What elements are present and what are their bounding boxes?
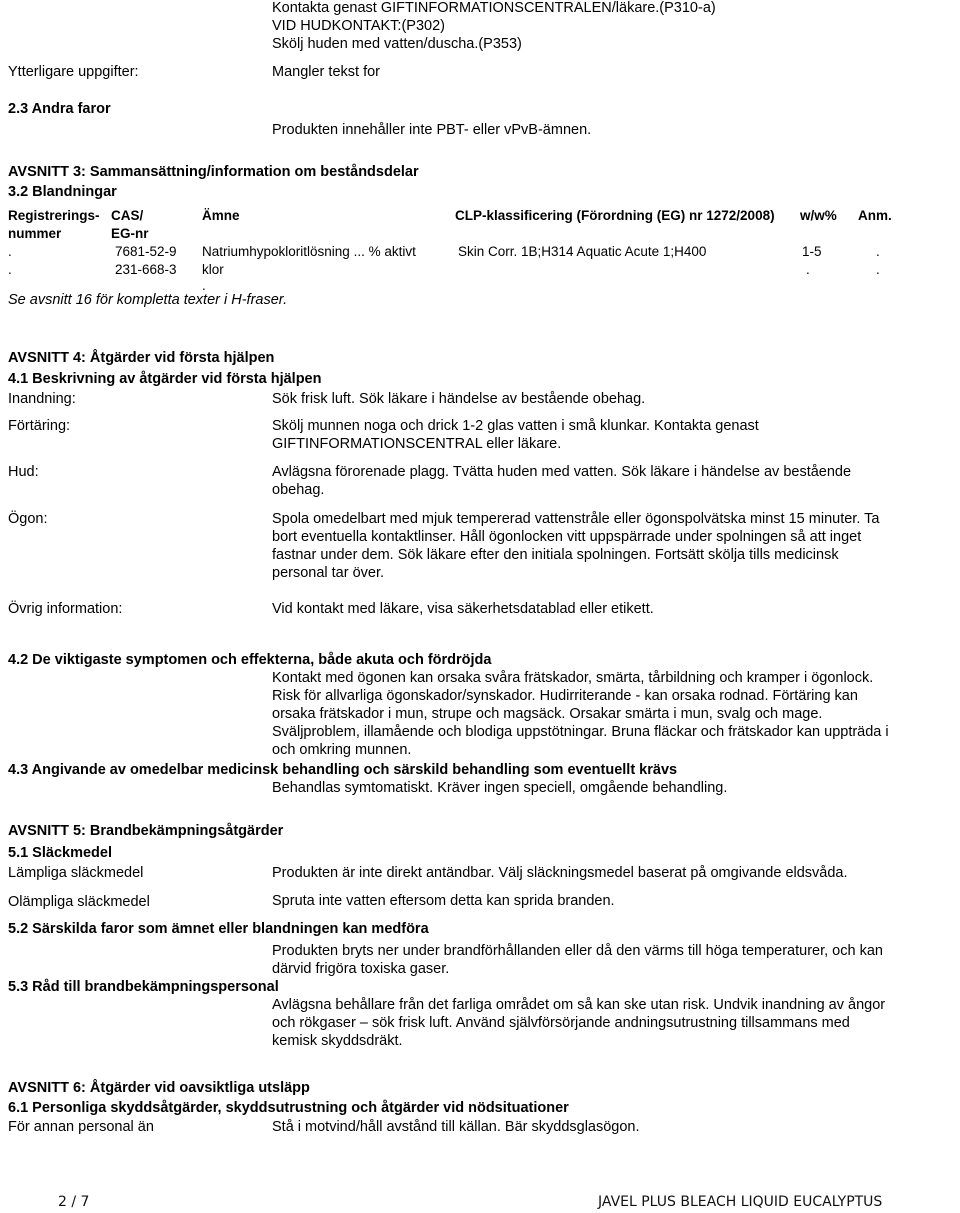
symptoms-text-4: Sväljproblem, illamående och blodiga uppstötningar. Bruna fläckar och frätskador kan uppträda i bbox=[272, 724, 889, 740]
unsuitable-media-label: Olämpliga släckmedel bbox=[8, 894, 150, 910]
section-4-3-heading: 4.3 Angivande av omedelbar medicinsk behandling och särskild behandling som eventuellt krävs bbox=[8, 762, 678, 778]
col-anm: Anm. bbox=[858, 208, 892, 223]
symptoms-text-2: Risk för allvarliga ögonskador/synskador. Hudirriterande - kan orsaka rodnad. Förtäring kan bbox=[272, 688, 858, 704]
treatment-text: Behandlas symtomatiskt. Kräver ingen speciell, omgående behandling. bbox=[272, 780, 728, 796]
col-registration-2: nummer bbox=[8, 226, 62, 241]
symptoms-text-3: orsaka frätskador i mun, strupe och magsäck. Orsakar smärta i mun, svalg och mage. bbox=[272, 706, 823, 722]
section-5-1-heading: 5.1 Släckmedel bbox=[8, 845, 112, 861]
inhalation-text: Sök frisk luft. Sök läkare i händelse av bestående obehag. bbox=[272, 391, 646, 407]
row-registration-2: . bbox=[8, 262, 12, 277]
fire-hazards-text-1: Produkten bryts ner under brandförhållanden eller då den värms till höga temperaturer, och kan bbox=[272, 943, 883, 959]
unsuitable-media-text: Spruta inte vatten eftersom detta kan sprida branden. bbox=[272, 893, 615, 909]
section-5-2-heading: 5.2 Särskilda faror som ämnet eller blandningen kan medföra bbox=[8, 921, 429, 937]
row-substance-name-2: klor bbox=[202, 262, 224, 277]
product-name: JAVEL PLUS BLEACH LIQUID EUCALYPTUS bbox=[598, 1194, 883, 1210]
p302-statement: VID HUDKONTAKT:(P302) bbox=[272, 18, 445, 34]
section-5-heading: AVSNITT 5: Brandbekämpningsåtgärder bbox=[8, 823, 284, 839]
skin-label: Hud: bbox=[8, 464, 39, 480]
extra-info-label: Ytterligare uppgifter: bbox=[8, 64, 139, 80]
section-5-3-heading: 5.3 Råd till brandbekämpningspersonal bbox=[8, 979, 279, 995]
other-info-text: Vid kontakt med läkare, visa säkerhetsdatablad eller etikett. bbox=[272, 601, 654, 617]
section-4-heading: AVSNITT 4: Åtgärder vid första hjälpen bbox=[8, 350, 275, 366]
ingestion-text-2: GIFTINFORMATIONSCENTRAL eller läkare. bbox=[272, 436, 562, 452]
row-substance-name: Natriumhypokloritlösning ... % aktivt bbox=[202, 244, 416, 259]
extra-info-value: Mangler tekst for bbox=[272, 64, 380, 80]
h-phrases-note: Se avsnitt 16 för kompletta texter i H-fraser. bbox=[8, 292, 288, 308]
row-ww-percent-2: . bbox=[806, 262, 810, 277]
row-anm-2: . bbox=[876, 262, 880, 277]
pbt-statement: Produkten innehåller inte PBT- eller vPvB-ämnen. bbox=[272, 122, 592, 138]
row-cas-number: 7681-52-9 bbox=[115, 244, 177, 259]
skin-text-2: obehag. bbox=[272, 482, 325, 498]
page-number: 2 / 7 bbox=[58, 1194, 90, 1210]
skin-text-1: Avlägsna förorenade plagg. Tvätta huden med vatten. Sök läkare i händelse av bestående bbox=[272, 464, 852, 480]
row-eg-number: 231-668-3 bbox=[115, 262, 177, 277]
section-6-1-heading: 6.1 Personliga skyddsåtgärder, skyddsutrustning och åtgärder vid nödsituationer bbox=[8, 1100, 569, 1116]
non-emergency-personnel-text: Stå i motvind/håll avstånd till källan. Bär skyddsglasögon. bbox=[272, 1119, 640, 1135]
p310-statement: Kontakta genast GIFTINFORMATIONSCENTRALEN/läkare.(P310-a) bbox=[272, 0, 716, 16]
col-eg: EG-nr bbox=[111, 226, 149, 241]
firefighter-advice-text-2: och rökgaser – sök frisk luft. Använd självförsörjande andningsutrustning tillsammans med bbox=[272, 1015, 850, 1031]
other-info-label: Övrig information: bbox=[8, 601, 123, 617]
section-6-heading: AVSNITT 6: Åtgärder vid oavsiktliga utsläpp bbox=[8, 1080, 310, 1096]
row-clp-classification: Skin Corr. 1B;H314 Aquatic Acute 1;H400 bbox=[458, 244, 707, 259]
eyes-text-2: bort eventuella kontaktlinser. Håll ögonlocken vitt uppspärrade under spolningen så att inget bbox=[272, 529, 862, 545]
col-registration-1: Registrerings- bbox=[8, 208, 100, 223]
inhalation-label: Inandning: bbox=[8, 391, 76, 407]
col-ww: w/w% bbox=[800, 208, 837, 223]
section-3-2-heading: 3.2 Blandningar bbox=[8, 184, 117, 200]
firefighter-advice-text-3: kemisk skyddsdräkt. bbox=[272, 1033, 403, 1049]
section-4-1-heading: 4.1 Beskrivning av åtgärder vid första hjälpen bbox=[8, 371, 322, 387]
eyes-text-4: personal tar över. bbox=[272, 565, 385, 581]
p353-statement: Skölj huden med vatten/duscha.(P353) bbox=[272, 36, 522, 52]
non-emergency-personnel-label: För annan personal än bbox=[8, 1119, 154, 1135]
row-substance-name-3: . bbox=[202, 278, 206, 293]
ingestion-label: Förtäring: bbox=[8, 418, 71, 434]
section-4-2-heading: 4.2 De viktigaste symptomen och effekterna, både akuta och fördröjda bbox=[8, 652, 492, 668]
row-registration-1: . bbox=[8, 244, 12, 259]
symptoms-text-1: Kontakt med ögonen kan orsaka svåra frätskador, smärta, tårbildning och kramper i ögonlock. bbox=[272, 670, 874, 686]
row-ww-percent: 1-5 bbox=[802, 244, 822, 259]
col-cas: CAS/ bbox=[111, 208, 144, 223]
ingestion-text-1: Skölj munnen noga och drick 1-2 glas vatten i små klunkar. Kontakta genast bbox=[272, 418, 759, 434]
section-3-heading: AVSNITT 3: Sammansättning/information om beståndsdelar bbox=[8, 164, 419, 180]
row-anm-1: . bbox=[876, 244, 880, 259]
symptoms-text-5: och omkring munnen. bbox=[272, 742, 412, 758]
suitable-media-label: Lämpliga släckmedel bbox=[8, 865, 144, 881]
col-clp: CLP-klassificering (Förordning (EG) nr 1272/2008) bbox=[455, 208, 775, 223]
fire-hazards-text-2: därvid frigöra toxiska gaser. bbox=[272, 961, 450, 977]
eyes-text-1: Spola omedelbart med mjuk tempererad vattenstråle eller ögonspolvätska minst 15 minuter. Ta bbox=[272, 511, 880, 527]
col-substance: Ämne bbox=[202, 208, 240, 223]
suitable-media-text: Produkten är inte direkt antändbar. Välj släckningsmedel baserat på omgivande eldsvåda. bbox=[272, 865, 848, 881]
firefighter-advice-text-1: Avlägsna behållare från det farliga området om så kan ske utan risk. Undvik inandning av ångor bbox=[272, 997, 886, 1013]
eyes-label: Ögon: bbox=[8, 511, 48, 527]
eyes-text-3: fastnar under dem. Sök läkare efter den initiala spolningen. Fortsätt skölja tills medicinsk bbox=[272, 547, 839, 563]
section-2-3-heading: 2.3 Andra faror bbox=[8, 101, 111, 117]
